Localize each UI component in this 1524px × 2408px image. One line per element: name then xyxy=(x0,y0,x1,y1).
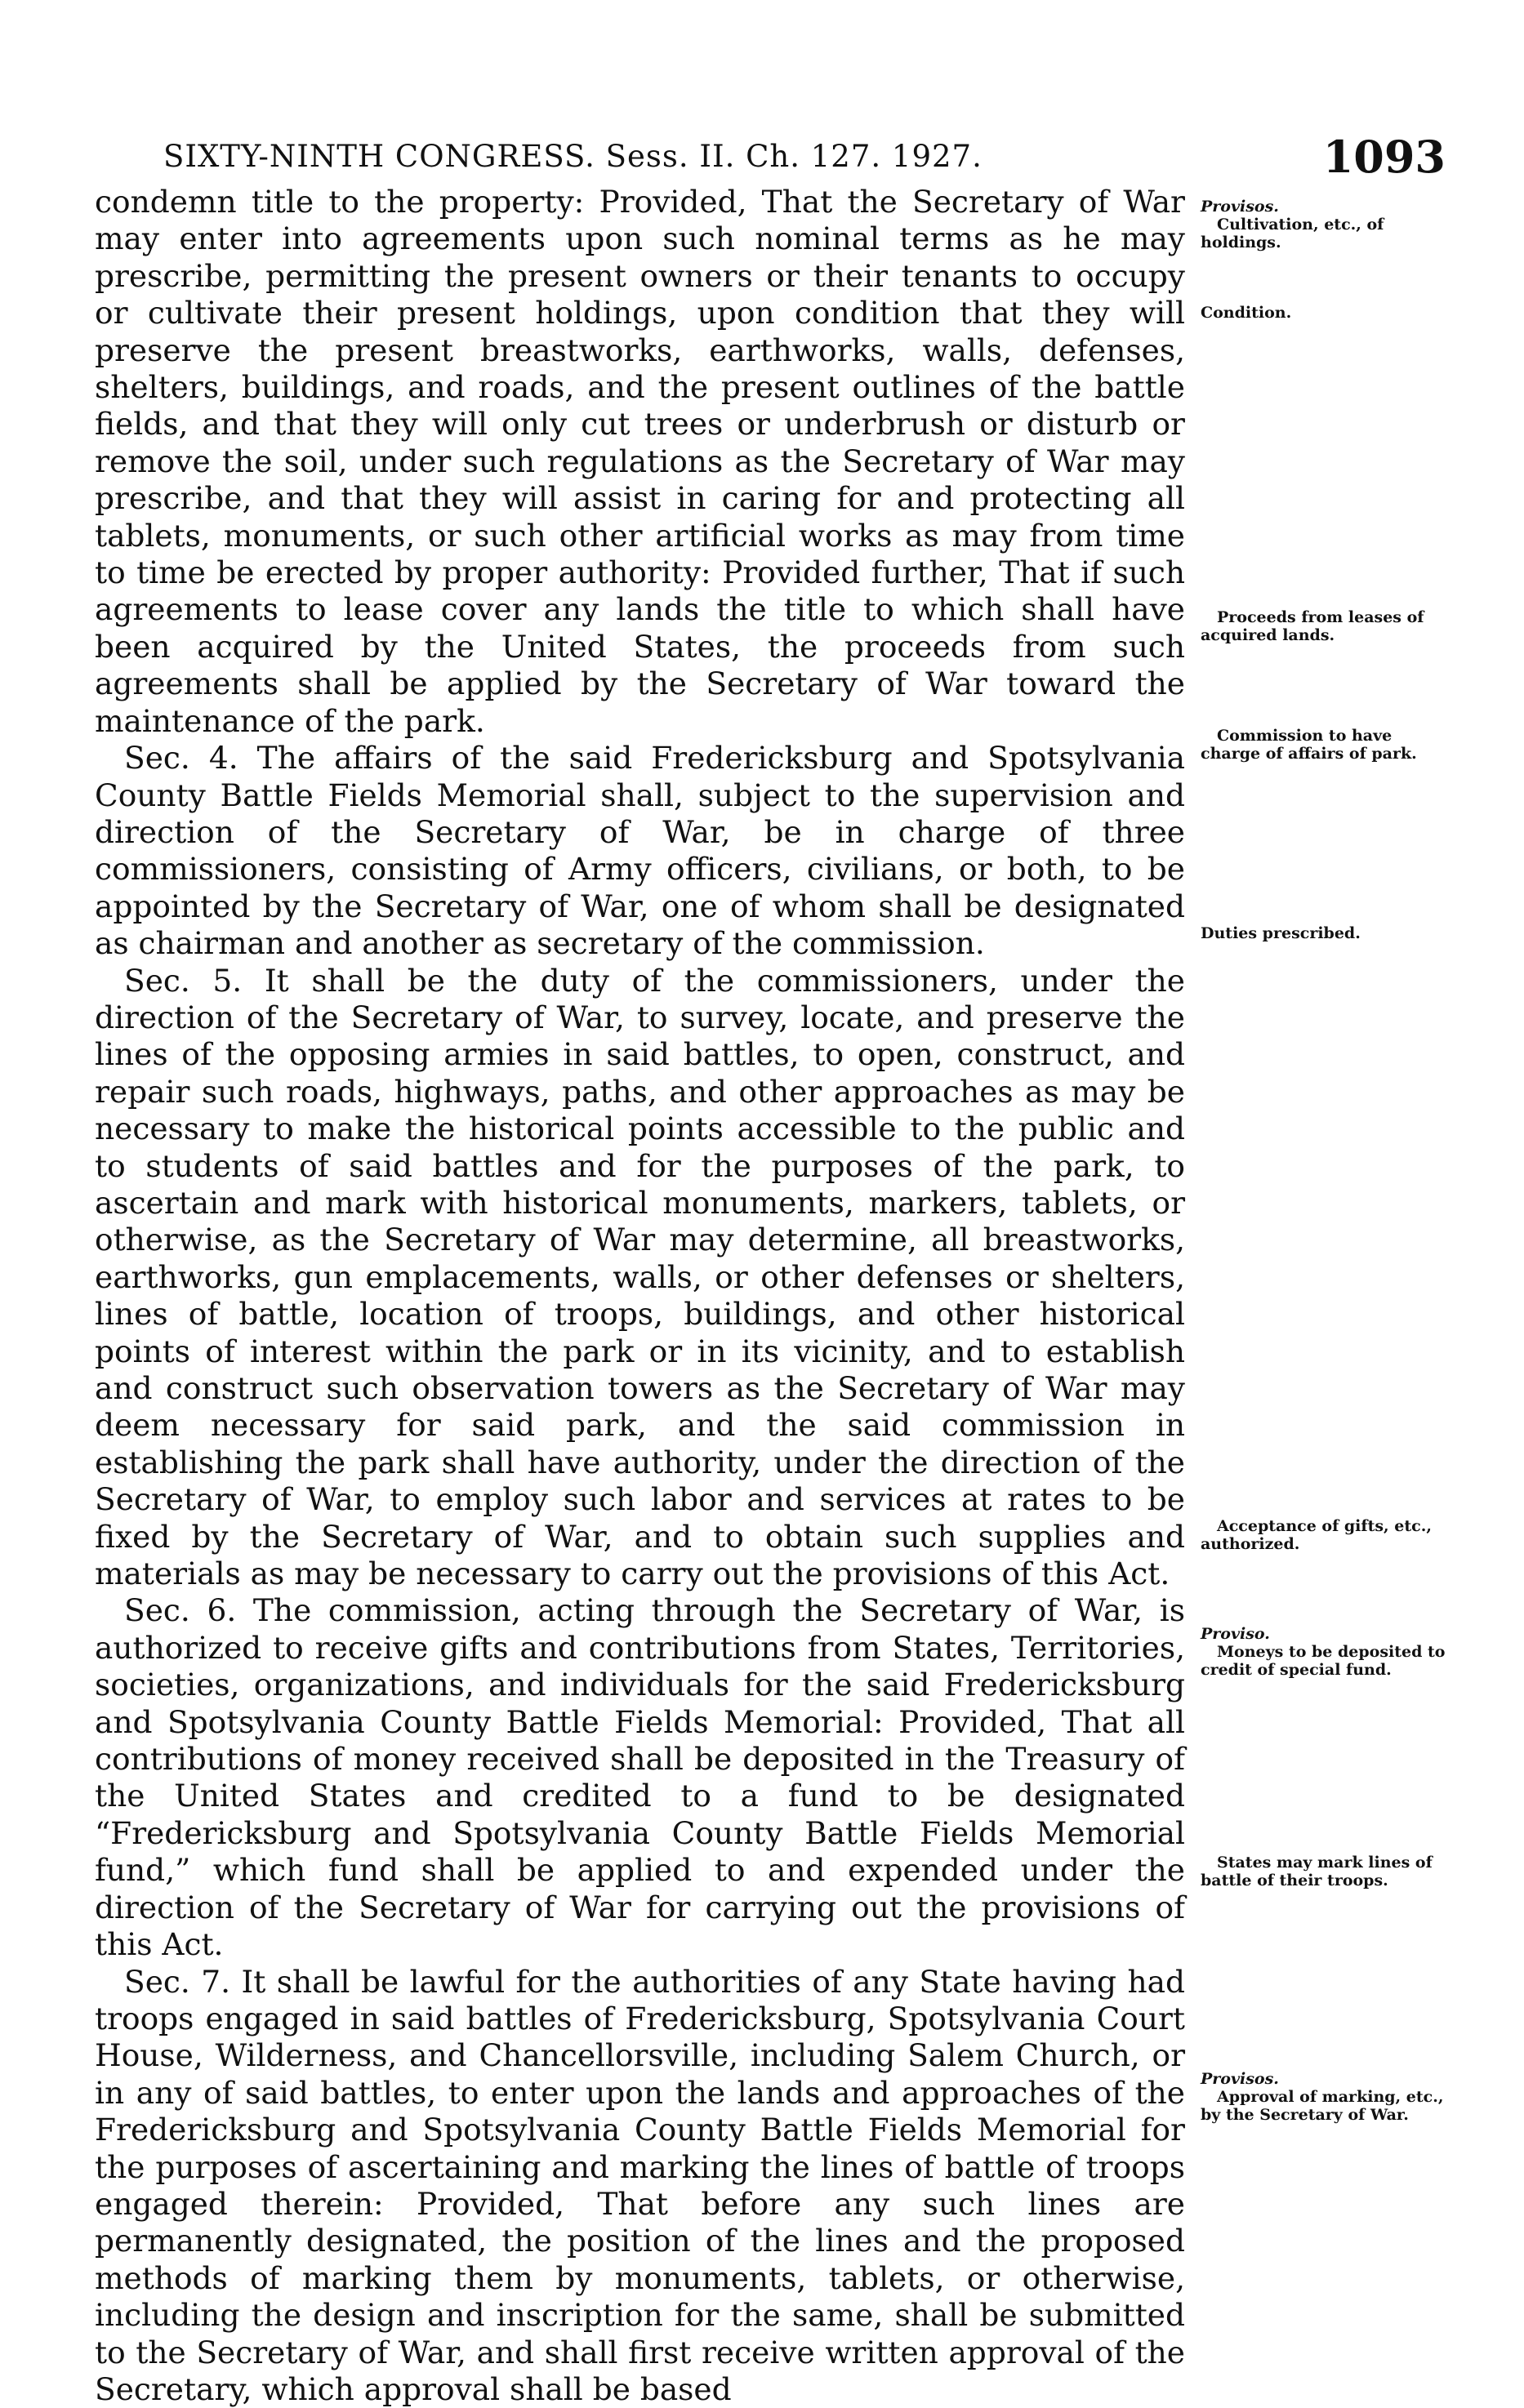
side-note-condition xyxy=(1201,304,1446,322)
paragraph-condemn-title: condemn title to the property: Provided, That the Secretary of War may enter into agreements upon such nominal terms as he may prescribe, permitting the present owners or their tenants to occupy or cultivate their present holdings, upon condition that they will preserve the present breastworks, earthworks, walls, defenses, shelters, buildings, and roads, and the present outlines of the battle fields, and that they will only cut trees or underbrush or disturb or remove the soil, under such regulations as the Secretary of War may prescribe, and that they will assist in caring for and protecting all tablets, monuments, or such other artificial works as may from time to time be erected by proper authority: Provided further, That if such agreements to lease cover any lands the title to which shall have been acquired by the United States, the proceeds from such agreements shall be applied by the Secretary of War toward the maintenance of the park. xyxy=(95,184,1185,740)
side-note-cultivation xyxy=(1201,198,1446,251)
paragraph-section-5: Sec. 5. It shall be the duty of the commissioners, under the direction of the Secretary of War, to survey, locate, and preserve the lines of the opposing armies in said battles, to open, construct, and repair such roads, highways, paths, and other approaches as may be necessary to make the historical points accessible to the public and to students of said battles and for the purposes of the park, to ascertain and mark with historical monuments, markers, tablets, or otherwise, as the Secretary of War may determine, all breastworks, earthworks, gun emplacements, walls, or other defenses or shelters, lines of battle, location of troops, buildings, and other historical points of interest within the park or in its vicinity, and to establish and construct such observation towers as the Secretary of War may deem necessary for said park, and the said commission in establishing the park shall have authority, under the direction of the Secretary of War, to employ such labor and services at rates to be fixed by the Secretary of War, and to obtain such supplies and materials as may be necessary to carry out the provisions of this Act. xyxy=(95,963,1185,1593)
page-number: 1093 xyxy=(1323,131,1446,183)
side-note-commission xyxy=(1201,727,1446,763)
side-note-text: Proceeds from leases of acquired lands. xyxy=(1201,608,1446,644)
paragraph-section-7: Sec. 7. It shall be lawful for the authorities of any State having had troops engaged in said battles of Fredericksburg, Spotsylvania Court House, Wilderness, and Chancellorsville, including Salem Church, or in any of said battles, to enter upon the lands and approaches of the Fredericksburg and Spotsylvania County Battle Fields Memorial for the purposes of ascertaining and marking the lines of battle of troops engaged therein: Provided, That before any such lines are permanently designated, the position of the lines and the proposed methods of marking them by monuments, tablets, or otherwise, including the design and inscription for the same, shall be submitted to the Secretary of War, and shall first receive written approval of the Secretary, which approval shall be based xyxy=(95,1964,1185,2408)
running-head: SIXTY-NINTH CONGRESS. Sess. II. Ch. 127. 1927. xyxy=(163,139,983,174)
side-note-moneys xyxy=(1201,1625,1446,1679)
side-note-label: Provisos. xyxy=(1201,198,1446,216)
side-note-text: Duties prescribed. xyxy=(1201,924,1446,942)
paragraph-section-4: Sec. 4. The affairs of the said Fredericksburg and Spotsylvania County Battle Fields Memorial shall, subject to the supervision and direction of the Secretary of War, be in charge of three commissioners, consisting of Army officers, civilians, or both, to be appointed by the Secretary of War, one of whom shall be designated as chairman and another as secretary of the commission. xyxy=(95,740,1185,962)
side-note-text: Commission to have charge of affairs of park. xyxy=(1201,727,1446,763)
running-header xyxy=(163,131,1446,188)
side-note-text: Cultivation, etc., of holdings. xyxy=(1201,216,1446,251)
side-note-gifts xyxy=(1201,1517,1446,1553)
side-note-text: Moneys to be deposited to credit of special fund. xyxy=(1201,1643,1446,1679)
side-note-approval xyxy=(1201,2070,1446,2124)
statute-text-column xyxy=(95,184,1185,2408)
side-note-label: Proviso. xyxy=(1201,1625,1446,1643)
side-note-states xyxy=(1201,1854,1446,1889)
side-note-text: States may mark lines of battle of their troops. xyxy=(1201,1854,1446,1889)
side-note-duties xyxy=(1201,924,1446,942)
paragraph-section-6: Sec. 6. The commission, acting through the Secretary of War, is authorized to receive gifts and contributions from States, Territories, societies, organizations, and individuals for the said Fredericksburg and Spotsylvania County Battle Fields Memorial: Provided, That all contributions of money received shall be deposited in the Treasury of the United States and credited to a fund to be designated “Fredericksburg and Spotsylvania County Battle Fields Memorial fund,” which fund shall be applied to and expended under the direction of the Secretary of War for carrying out the provisions of this Act. xyxy=(95,1592,1185,1963)
side-note-text: Acceptance of gifts, etc., authorized. xyxy=(1201,1517,1446,1553)
side-note-text: Approval of marking, etc., by the Secretary of War. xyxy=(1201,2088,1446,2124)
side-note-proceeds xyxy=(1201,608,1446,644)
side-note-label: Provisos. xyxy=(1201,2070,1446,2088)
side-note-text: Condition. xyxy=(1201,304,1446,322)
